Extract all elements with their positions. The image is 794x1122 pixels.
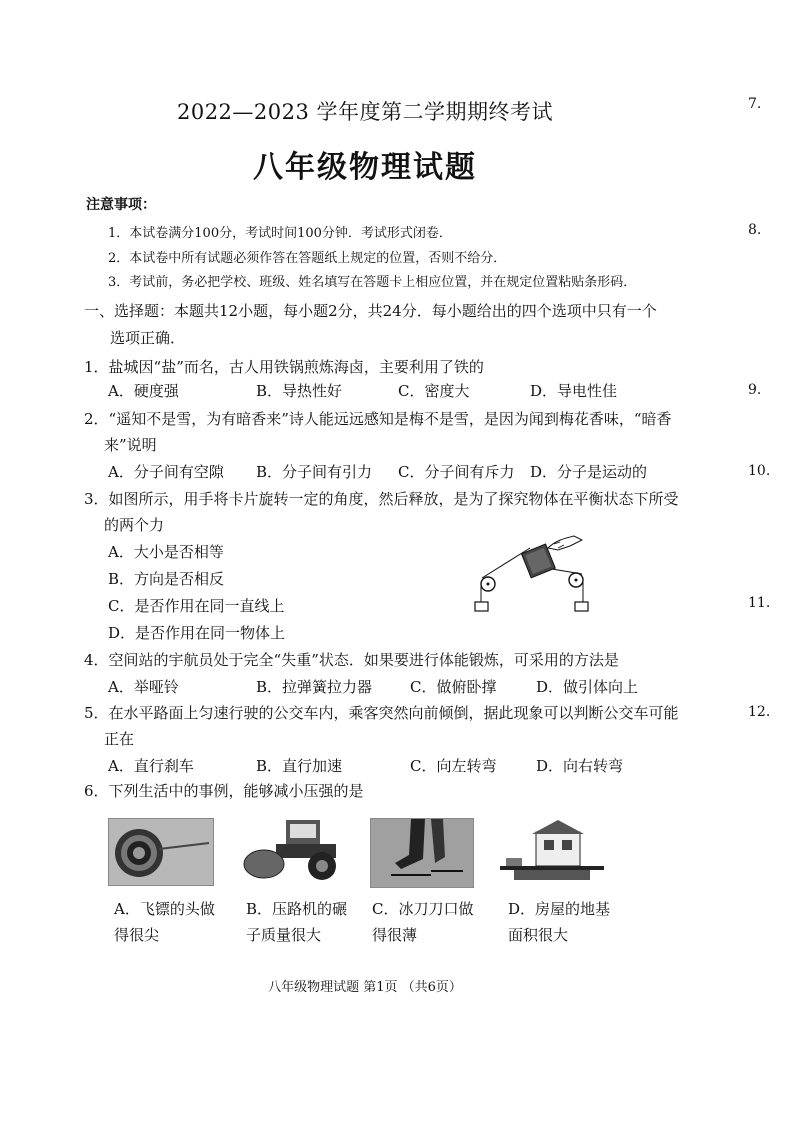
question-6-option-c-line2: 得很薄 [372, 926, 418, 944]
question-2-stem-cont: 来”说明 [104, 436, 157, 454]
question-3-stem: 3．如图所示，用手将卡片旋转一定的角度，然后释放，是为了探究物体在平衡状态下所受 [84, 490, 679, 508]
question-6-option-b-line1: B．压路机的碾 [246, 900, 348, 918]
question-4-option-d: D．做引体向上 [536, 678, 639, 696]
question-5-option-d: D．向右转弯 [536, 757, 624, 775]
section-heading-cont: 选项正确． [110, 329, 186, 347]
notice-item-1: 1．本试卷满分100分，考试时间100分钟．考试形式闭卷． [108, 226, 452, 241]
notice-item-3: 3．考试前，务必把学校、班级、姓名填写在答题卡上相应位置，并在规定位置粘贴条形码． [108, 275, 637, 290]
question-1-option-a: A．硬度强 [108, 382, 179, 400]
question-6-option-d-line2: 面积很大 [508, 926, 569, 944]
question-1-option-c: C．密度大 [398, 382, 470, 400]
exam-title: 2022—2023 学年度第二学期期终考试 [176, 100, 554, 124]
question-6-option-a-line2: 得很尖 [114, 926, 160, 944]
margin-number-8: 8. [748, 222, 762, 238]
question-2-option-a: A．分子间有空隙 [108, 463, 224, 481]
question-4-option-b: B．拉弹簧拉力器 [256, 678, 373, 696]
question-3-option-d: D．是否作用在同一物体上 [108, 624, 286, 642]
question-2-option-d: D．分子是运动的 [530, 463, 648, 481]
section-heading: 一、选择题：本题共12小题，每小题2分，共24分．每小题给出的四个选项中只有一个 [84, 302, 657, 320]
question-6-option-c-line1: C．冰刀刀口做 [372, 900, 474, 918]
question-3-option-a: A．大小是否相等 [108, 543, 224, 561]
margin-number-11: 11. [748, 595, 771, 611]
question-3-stem-cont: 的两个力 [104, 516, 165, 534]
question-4-option-c: C．做俯卧撑 [410, 678, 497, 696]
margin-number-7: 7. [748, 96, 762, 112]
subject-title: 八年级物理试题 [253, 150, 477, 185]
question-2-option-b: B．分子间有引力 [256, 463, 373, 481]
question-6-stem: 6．下列生活中的事例，能够减小压强的是 [84, 782, 364, 800]
ice-skate-image [370, 818, 474, 888]
question-3-option-b: B．方向是否相反 [108, 570, 225, 588]
question-5-stem: 5．在水平路面上匀速行驶的公交车内，乘客突然向前倾倒，据此现象可以判断公交车可能 [84, 704, 679, 722]
notice-item-2: 2．本试卷中所有试题必须作答在答题纸上规定的位置，否则不给分． [108, 251, 507, 266]
question-3-option-c: C．是否作用在同一直线上 [108, 597, 285, 615]
house-foundation-image [500, 818, 604, 884]
question-6-option-a-line1: A．飞镖的头做 [114, 900, 215, 918]
question-1-stem: 1．盐城因“盐”而名，古人用铁锅煎炼海卤，主要利用了铁的 [84, 358, 484, 376]
question-2-stem: 2．“遥知不是雪，为有暗香来”诗人能远远感知是梅不是雪，是因为闻到梅花香味，“暗香 [84, 410, 672, 428]
margin-number-12: 12. [748, 704, 771, 720]
question-4-stem: 4．空间站的宇航员处于完全“失重”状态．如果要进行体能锻炼，可采用的方法是 [84, 651, 619, 669]
question-2-option-c: C．分子间有斥力 [398, 463, 515, 481]
question-5-stem-cont: 正在 [104, 730, 135, 748]
question-5-option-b: B．直行加速 [256, 757, 343, 775]
question-1-option-b: B．导热性好 [256, 382, 343, 400]
question-6-option-d-line1: D．房屋的地基 [508, 900, 611, 918]
question-1-option-d: D．导电性佳 [530, 382, 618, 400]
road-roller-image [240, 814, 346, 884]
margin-number-10: 10. [748, 463, 771, 479]
question-6-option-b-line2: 子质量很大 [246, 926, 322, 944]
question-5-option-a: A．直行刹车 [108, 757, 194, 775]
dart-image [108, 818, 214, 886]
card-pulley-figure [470, 528, 600, 616]
margin-number-9: 9. [748, 382, 762, 398]
question-4-option-a: A．举哑铃 [108, 678, 179, 696]
question-5-option-c: C．向左转弯 [410, 757, 497, 775]
notice-heading: 注意事项： [86, 197, 156, 213]
page-footer: 八年级物理试题 第1页 （共6页） [268, 980, 462, 995]
